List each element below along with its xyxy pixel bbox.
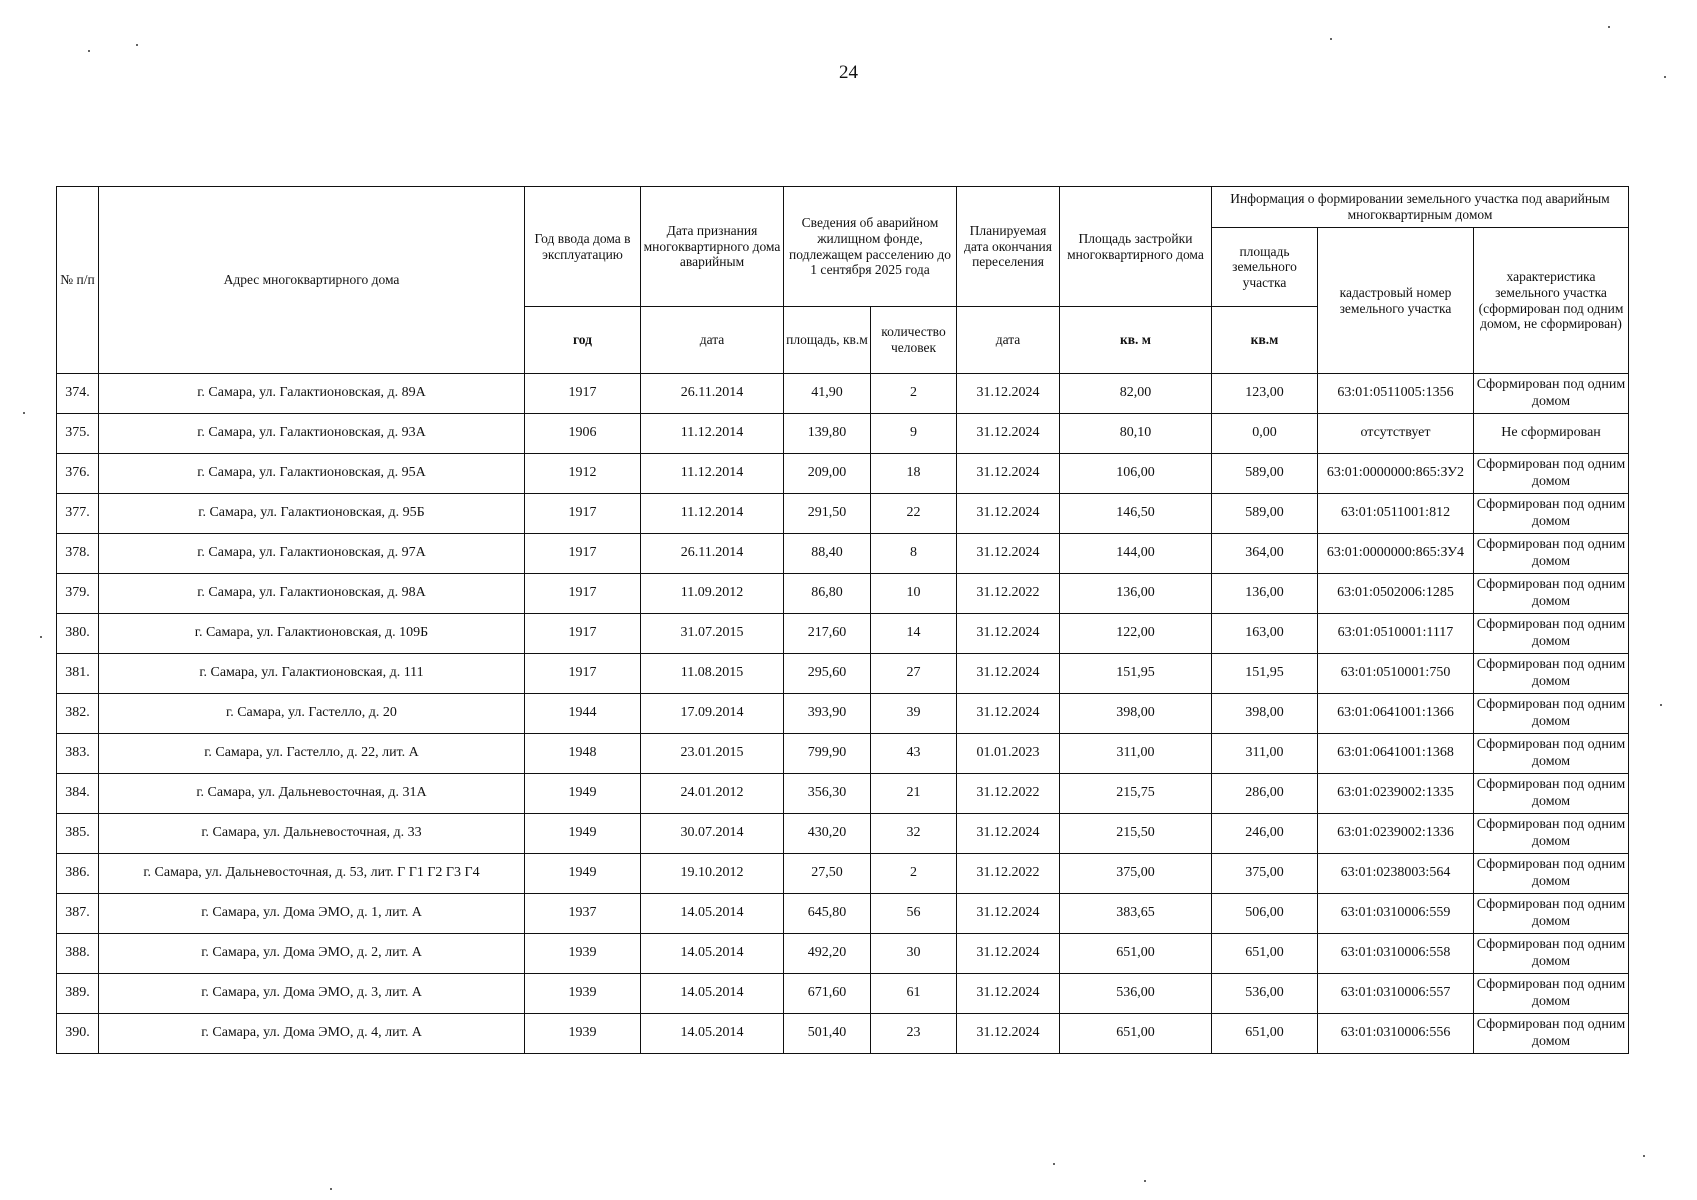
row-cadastral: 63:01:0641001:1366	[1318, 694, 1474, 734]
row-year: 1949	[525, 854, 641, 894]
row-cadastral: 63:01:0000000:865:ЗУ4	[1318, 534, 1474, 574]
row-area: 501,40	[784, 1014, 871, 1054]
row-built-area: 383,65	[1060, 894, 1212, 934]
row-area: 295,60	[784, 654, 871, 694]
row-land-area: 506,00	[1212, 894, 1318, 934]
row-land-char: Сформирован под одним домом	[1474, 454, 1629, 494]
header-land-area: площадь земельного участка	[1212, 228, 1318, 307]
row-built-area: 651,00	[1060, 1014, 1212, 1054]
row-cadastral: 63:01:0310006:557	[1318, 974, 1474, 1014]
row-land-char: Сформирован под одним домом	[1474, 534, 1629, 574]
row-people: 2	[871, 854, 957, 894]
row-people: 14	[871, 614, 957, 654]
row-land-char: Сформирован под одним домом	[1474, 494, 1629, 534]
unit-year: год	[525, 307, 641, 374]
row-cadastral: 63:01:0000000:865:ЗУ2	[1318, 454, 1474, 494]
row-planned: 01.01.2023	[957, 734, 1060, 774]
row-cadastral: 63:01:0511005:1356	[1318, 374, 1474, 414]
row-date: 19.10.2012	[641, 854, 784, 894]
row-area: 217,60	[784, 614, 871, 654]
row-land-char: Сформирован под одним домом	[1474, 894, 1629, 934]
row-land-char: Сформирован под одним домом	[1474, 814, 1629, 854]
row-year: 1917	[525, 614, 641, 654]
row-planned: 31.12.2024	[957, 614, 1060, 654]
row-address: г. Самара, ул. Галактионовская, д. 97А	[99, 534, 525, 574]
row-built-area: 398,00	[1060, 694, 1212, 734]
emergency-housing-table	[56, 186, 1629, 1054]
row-year: 1939	[525, 1014, 641, 1054]
row-date: 11.09.2012	[641, 574, 784, 614]
row-planned: 31.12.2024	[957, 534, 1060, 574]
row-people: 27	[871, 654, 957, 694]
row-number: 382.	[57, 694, 99, 734]
row-built-area: 536,00	[1060, 974, 1212, 1014]
row-cadastral: отсутствует	[1318, 414, 1474, 454]
table-row	[57, 374, 1629, 414]
row-land-char: Сформирован под одним домом	[1474, 734, 1629, 774]
row-number: 388.	[57, 934, 99, 974]
row-land-area: 651,00	[1212, 934, 1318, 974]
row-cadastral: 63:01:0511001:812	[1318, 494, 1474, 534]
row-year: 1917	[525, 374, 641, 414]
row-number: 383.	[57, 734, 99, 774]
row-built-area: 136,00	[1060, 574, 1212, 614]
row-date: 14.05.2014	[641, 1014, 784, 1054]
row-land-area: 246,00	[1212, 814, 1318, 854]
row-number: 381.	[57, 654, 99, 694]
row-number: 390.	[57, 1014, 99, 1054]
row-number: 380.	[57, 614, 99, 654]
table-row	[57, 894, 1629, 934]
row-cadastral: 63:01:0510001:750	[1318, 654, 1474, 694]
row-land-area: 589,00	[1212, 454, 1318, 494]
row-year: 1917	[525, 534, 641, 574]
row-date: 24.01.2012	[641, 774, 784, 814]
row-address: г. Самара, ул. Гастелло, д. 20	[99, 694, 525, 734]
row-people: 18	[871, 454, 957, 494]
row-area: 799,90	[784, 734, 871, 774]
row-address: г. Самара, ул. Дальневосточная, д. 33	[99, 814, 525, 854]
row-built-area: 146,50	[1060, 494, 1212, 534]
row-people: 2	[871, 374, 957, 414]
row-planned: 31.12.2024	[957, 374, 1060, 414]
row-date: 11.12.2014	[641, 414, 784, 454]
row-planned: 31.12.2022	[957, 574, 1060, 614]
row-year: 1917	[525, 494, 641, 534]
row-people: 56	[871, 894, 957, 934]
row-land-char: Не сформирован	[1474, 414, 1629, 454]
row-land-char: Сформирован под одним домом	[1474, 934, 1629, 974]
row-land-area: 589,00	[1212, 494, 1318, 534]
row-area: 139,80	[784, 414, 871, 454]
row-people: 22	[871, 494, 957, 534]
row-address: г. Самара, ул. Гастелло, д. 22, лит. А	[99, 734, 525, 774]
row-land-area: 536,00	[1212, 974, 1318, 1014]
row-number: 374.	[57, 374, 99, 414]
row-cadastral: 63:01:0641001:1368	[1318, 734, 1474, 774]
row-planned: 31.12.2024	[957, 654, 1060, 694]
row-land-char: Сформирован под одним домом	[1474, 614, 1629, 654]
row-people: 30	[871, 934, 957, 974]
row-people: 10	[871, 574, 957, 614]
unit-built-area: кв. м	[1060, 307, 1212, 374]
table-row	[57, 934, 1629, 974]
unit-area: площадь, кв.м	[784, 307, 871, 374]
row-cadastral: 63:01:0310006:556	[1318, 1014, 1474, 1054]
row-planned: 31.12.2022	[957, 774, 1060, 814]
row-planned: 31.12.2024	[957, 494, 1060, 534]
row-people: 23	[871, 1014, 957, 1054]
row-address: г. Самара, ул. Галактионовская, д. 98А	[99, 574, 525, 614]
row-planned: 31.12.2024	[957, 414, 1060, 454]
row-number: 386.	[57, 854, 99, 894]
table-row	[57, 734, 1629, 774]
row-year: 1939	[525, 974, 641, 1014]
row-area: 393,90	[784, 694, 871, 734]
row-land-area: 151,95	[1212, 654, 1318, 694]
table-row	[57, 574, 1629, 614]
row-area: 291,50	[784, 494, 871, 534]
row-date: 14.05.2014	[641, 894, 784, 934]
row-built-area: 151,95	[1060, 654, 1212, 694]
row-date: 17.09.2014	[641, 694, 784, 734]
row-year: 1949	[525, 814, 641, 854]
row-land-area: 651,00	[1212, 1014, 1318, 1054]
table-row	[57, 614, 1629, 654]
row-planned: 31.12.2024	[957, 934, 1060, 974]
row-number: 384.	[57, 774, 99, 814]
row-planned: 31.12.2022	[957, 854, 1060, 894]
row-built-area: 80,10	[1060, 414, 1212, 454]
row-area: 41,90	[784, 374, 871, 414]
row-planned: 31.12.2024	[957, 974, 1060, 1014]
row-land-char: Сформирован под одним домом	[1474, 774, 1629, 814]
row-year: 1948	[525, 734, 641, 774]
table-row	[57, 1014, 1629, 1054]
row-built-area: 82,00	[1060, 374, 1212, 414]
row-planned: 31.12.2024	[957, 454, 1060, 494]
row-year: 1944	[525, 694, 641, 734]
row-area: 88,40	[784, 534, 871, 574]
row-land-char: Сформирован под одним домом	[1474, 374, 1629, 414]
row-area: 671,60	[784, 974, 871, 1014]
row-number: 385.	[57, 814, 99, 854]
row-year: 1906	[525, 414, 641, 454]
row-land-area: 311,00	[1212, 734, 1318, 774]
row-people: 8	[871, 534, 957, 574]
row-planned: 31.12.2024	[957, 694, 1060, 734]
row-built-area: 375,00	[1060, 854, 1212, 894]
row-address: г. Самара, ул. Дома ЭМО, д. 2, лит. А	[99, 934, 525, 974]
row-planned: 31.12.2024	[957, 1014, 1060, 1054]
table-row	[57, 814, 1629, 854]
row-address: г. Самара, ул. Дома ЭМО, д. 3, лит. А	[99, 974, 525, 1014]
row-year: 1939	[525, 934, 641, 974]
header-land-char: характеристика земельного участка (сформирован под одним домом, не сформирован)	[1474, 228, 1629, 374]
row-built-area: 311,00	[1060, 734, 1212, 774]
table-row	[57, 854, 1629, 894]
row-land-char: Сформирован под одним домом	[1474, 854, 1629, 894]
row-address: г. Самара, ул. Галактионовская, д. 95А	[99, 454, 525, 494]
row-date: 23.01.2015	[641, 734, 784, 774]
row-cadastral: 63:01:0239002:1335	[1318, 774, 1474, 814]
header-num: № п/п	[57, 187, 99, 374]
row-land-area: 136,00	[1212, 574, 1318, 614]
row-date: 26.11.2014	[641, 534, 784, 574]
row-year: 1912	[525, 454, 641, 494]
table-row	[57, 494, 1629, 534]
row-year: 1937	[525, 894, 641, 934]
row-planned: 31.12.2024	[957, 894, 1060, 934]
row-year: 1917	[525, 574, 641, 614]
row-land-char: Сформирован под одним домом	[1474, 574, 1629, 614]
row-area: 27,50	[784, 854, 871, 894]
header-built-area: Площадь застройки многоквартирного дома	[1060, 187, 1212, 307]
row-address: г. Самара, ул. Дома ЭМО, д. 1, лит. А	[99, 894, 525, 934]
row-number: 376.	[57, 454, 99, 494]
row-date: 11.12.2014	[641, 454, 784, 494]
row-date: 14.05.2014	[641, 934, 784, 974]
row-date: 11.08.2015	[641, 654, 784, 694]
row-built-area: 215,50	[1060, 814, 1212, 854]
row-year: 1949	[525, 774, 641, 814]
row-address: г. Самара, ул. Дальневосточная, д. 31А	[99, 774, 525, 814]
header-emergency-info: Сведения об аварийном жилищном фонде, подлежащем расселению до 1 сентября 2025 года	[784, 187, 957, 307]
row-date: 14.05.2014	[641, 974, 784, 1014]
row-land-char: Сформирован под одним домом	[1474, 654, 1629, 694]
row-area: 430,20	[784, 814, 871, 854]
row-number: 389.	[57, 974, 99, 1014]
row-built-area: 144,00	[1060, 534, 1212, 574]
row-land-area: 123,00	[1212, 374, 1318, 414]
row-land-area: 286,00	[1212, 774, 1318, 814]
table-row	[57, 534, 1629, 574]
row-cadastral: 63:01:0310006:559	[1318, 894, 1474, 934]
row-address: г. Самара, ул. Дома ЭМО, д. 4, лит. А	[99, 1014, 525, 1054]
table-body	[57, 374, 1629, 1054]
row-people: 21	[871, 774, 957, 814]
header-year-built: Год ввода дома в эксплуатацию	[525, 187, 641, 307]
row-area: 209,00	[784, 454, 871, 494]
row-people: 39	[871, 694, 957, 734]
row-address: г. Самара, ул. Галактионовская, д. 109Б	[99, 614, 525, 654]
row-number: 375.	[57, 414, 99, 454]
row-date: 31.07.2015	[641, 614, 784, 654]
table-row	[57, 694, 1629, 734]
row-cadastral: 63:01:0310006:558	[1318, 934, 1474, 974]
row-people: 43	[871, 734, 957, 774]
row-year: 1917	[525, 654, 641, 694]
table-row	[57, 454, 1629, 494]
row-area: 86,80	[784, 574, 871, 614]
row-cadastral: 63:01:0238003:564	[1318, 854, 1474, 894]
row-land-char: Сформирован под одним домом	[1474, 1014, 1629, 1054]
row-date: 26.11.2014	[641, 374, 784, 414]
row-date: 30.07.2014	[641, 814, 784, 854]
row-number: 377.	[57, 494, 99, 534]
header-land-info: Информация о формировании земельного участка под аварийным многоквартирным домом	[1212, 187, 1629, 228]
row-date: 11.12.2014	[641, 494, 784, 534]
row-people: 61	[871, 974, 957, 1014]
row-cadastral: 63:01:0239002:1336	[1318, 814, 1474, 854]
unit-planned-date: дата	[957, 307, 1060, 374]
header-address: Адрес многоквартирного дома	[99, 187, 525, 374]
table-row	[57, 654, 1629, 694]
row-people: 9	[871, 414, 957, 454]
row-people: 32	[871, 814, 957, 854]
row-area: 645,80	[784, 894, 871, 934]
row-land-area: 163,00	[1212, 614, 1318, 654]
unit-date: дата	[641, 307, 784, 374]
row-land-char: Сформирован под одним домом	[1474, 694, 1629, 734]
row-built-area: 215,75	[1060, 774, 1212, 814]
header-planned-end: Планируемая дата окончания переселения	[957, 187, 1060, 307]
row-built-area: 651,00	[1060, 934, 1212, 974]
row-built-area: 106,00	[1060, 454, 1212, 494]
row-cadastral: 63:01:0510001:1117	[1318, 614, 1474, 654]
row-area: 356,30	[784, 774, 871, 814]
row-land-area: 375,00	[1212, 854, 1318, 894]
table-row	[57, 774, 1629, 814]
row-number: 387.	[57, 894, 99, 934]
unit-people: количество человек	[871, 307, 957, 374]
row-address: г. Самара, ул. Галактионовская, д. 93А	[99, 414, 525, 454]
header-cadastral: кадастровый номер земельного участка	[1318, 228, 1474, 374]
row-land-area: 398,00	[1212, 694, 1318, 734]
unit-land-area: кв.м	[1212, 307, 1318, 374]
table-row	[57, 414, 1629, 454]
row-planned: 31.12.2024	[957, 814, 1060, 854]
header-date-emergency: Дата признания многоквартирного дома аварийным	[641, 187, 784, 307]
row-area: 492,20	[784, 934, 871, 974]
row-address: г. Самара, ул. Галактионовская, д. 89А	[99, 374, 525, 414]
page-number: 24	[839, 62, 858, 83]
table-row	[57, 974, 1629, 1014]
row-number: 379.	[57, 574, 99, 614]
row-land-area: 0,00	[1212, 414, 1318, 454]
row-land-area: 364,00	[1212, 534, 1318, 574]
row-address: г. Самара, ул. Галактионовская, д. 111	[99, 654, 525, 694]
row-number: 378.	[57, 534, 99, 574]
row-cadastral: 63:01:0502006:1285	[1318, 574, 1474, 614]
row-address: г. Самара, ул. Дальневосточная, д. 53, лит. Г Г1 Г2 Г3 Г4	[99, 854, 525, 894]
row-land-char: Сформирован под одним домом	[1474, 974, 1629, 1014]
row-built-area: 122,00	[1060, 614, 1212, 654]
row-address: г. Самара, ул. Галактионовская, д. 95Б	[99, 494, 525, 534]
